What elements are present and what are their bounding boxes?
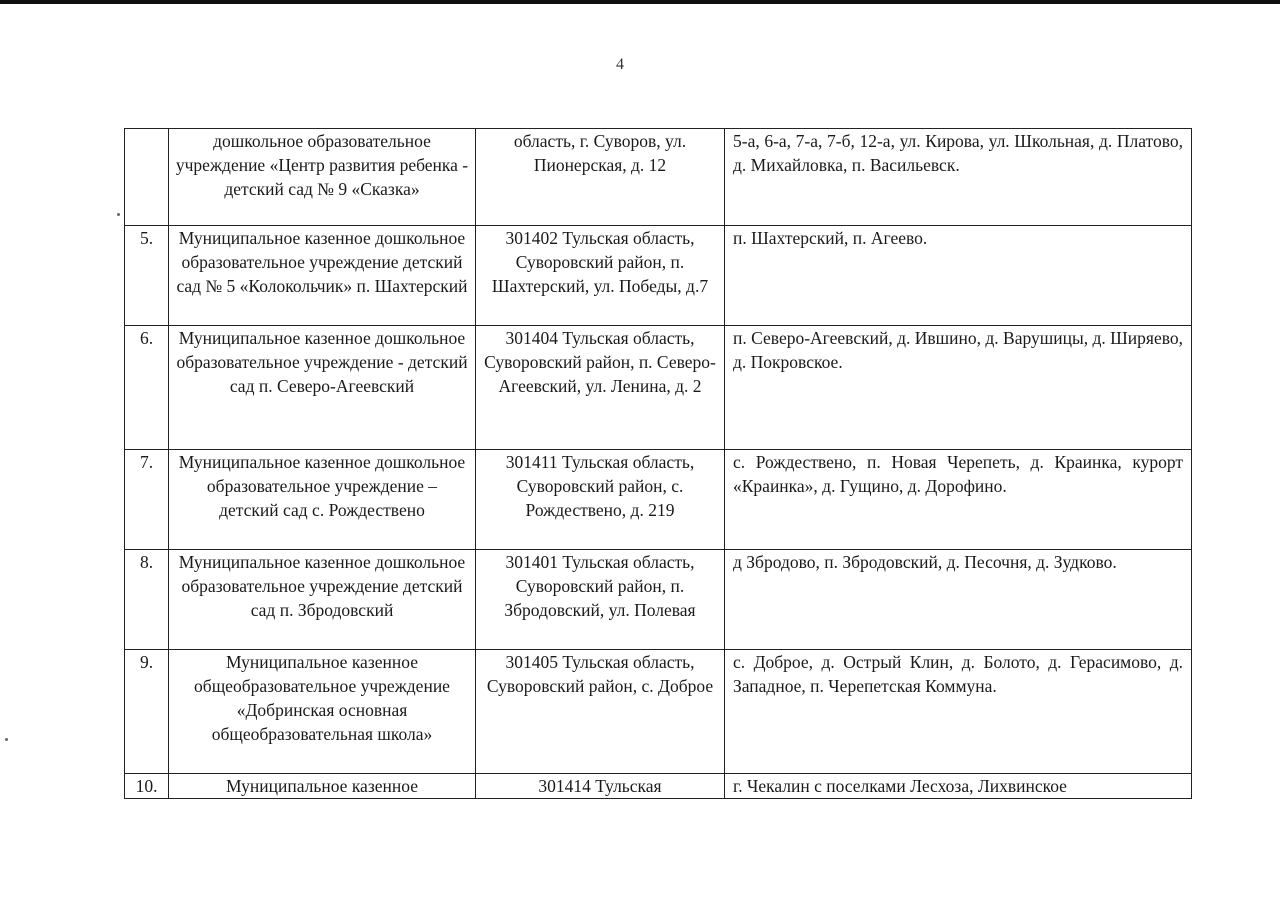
scan-speck bbox=[5, 738, 8, 741]
row-number: 10. bbox=[125, 774, 169, 799]
institution-address: 301411 Тульская область, Суворовский район, с. Рождествено, д. 219 bbox=[476, 450, 725, 550]
table-row bbox=[125, 129, 1192, 226]
row-number: 9. bbox=[125, 650, 169, 774]
scan-top-edge bbox=[0, 0, 1280, 4]
institution-name: Муниципальное казенное общеобразовательное учреждение «Добринская основная общеобразовательная школа» bbox=[169, 650, 476, 774]
table-row bbox=[125, 326, 1192, 450]
institution-name: дошкольное образовательное учреждение «Центр развития ребенка - детский сад № 9 «Сказка» bbox=[169, 129, 476, 226]
table-row bbox=[125, 226, 1192, 326]
row-number: 7. bbox=[125, 450, 169, 550]
institution-name: Муниципальное казенное дошкольное образовательное учреждение – детский сад с. Рождествено bbox=[169, 450, 476, 550]
institution-name: Муниципальное казенное дошкольное образовательное учреждение детский сад п. Збродовский bbox=[169, 550, 476, 650]
row-number: 8. bbox=[125, 550, 169, 650]
table-row bbox=[125, 450, 1192, 550]
table-row bbox=[125, 650, 1192, 774]
institution-address: 301401 Тульская область, Суворовский район, п. Збродовский, ул. Полевая bbox=[476, 550, 725, 650]
institution-name: Муниципальное казенное дошкольное образовательное учреждение детский сад № 5 «Колокольчик» п. Шахтерский bbox=[169, 226, 476, 326]
schools-territory-table bbox=[124, 128, 1192, 799]
assigned-territory: с. Рождествено, п. Новая Черепеть, д. Краинка, курорт «Краинка», д. Гущино, д. Дорофино. bbox=[725, 450, 1192, 550]
institution-name: Муниципальное казенное дошкольное образовательное учреждение - детский сад п. Северо-Агеевский bbox=[169, 326, 476, 450]
assigned-territory: 5-а, 6-а, 7-а, 7-б, 12-а, ул. Кирова, ул. Школьная, д. Платово, д. Михайловка, п. Васильевск. bbox=[725, 129, 1192, 226]
row-number: 5. bbox=[125, 226, 169, 326]
institution-address: область, г. Суворов, ул. Пионерская, д. 12 bbox=[476, 129, 725, 226]
institution-address: 301405 Тульская область, Суворовский район, с. Доброе bbox=[476, 650, 725, 774]
table-row bbox=[125, 774, 1192, 799]
scan-speck bbox=[117, 213, 120, 216]
row-number bbox=[125, 129, 169, 226]
institution-address: 301402 Тульская область, Суворовский район, п. Шахтерский, ул. Победы, д.7 bbox=[476, 226, 725, 326]
institution-address: 301414 Тульская bbox=[476, 774, 725, 799]
assigned-territory: п. Шахтерский, п. Агеево. bbox=[725, 226, 1192, 326]
assigned-territory: г. Чекалин с поселками Лесхоза, Лихвинское bbox=[725, 774, 1192, 799]
institution-name: Муниципальное казенное bbox=[169, 774, 476, 799]
assigned-territory: д Збродово, п. Збродовский, д. Песочня, д. Зудково. bbox=[725, 550, 1192, 650]
assigned-territory: с. Доброе, д. Острый Клин, д. Болото, д. Герасимово, д. Западное, п. Черепетская Коммуна. bbox=[725, 650, 1192, 774]
table-row bbox=[125, 550, 1192, 650]
row-number: 6. bbox=[125, 326, 169, 450]
institution-address: 301404 Тульская область, Суворовский район, п. Северо-Агеевский, ул. Ленина, д. 2 bbox=[476, 326, 725, 450]
assigned-territory: п. Северо-Агеевский, д. Ившино, д. Варушицы, д. Ширяево, д. Покровское. bbox=[725, 326, 1192, 450]
page-number: 4 bbox=[616, 56, 624, 73]
